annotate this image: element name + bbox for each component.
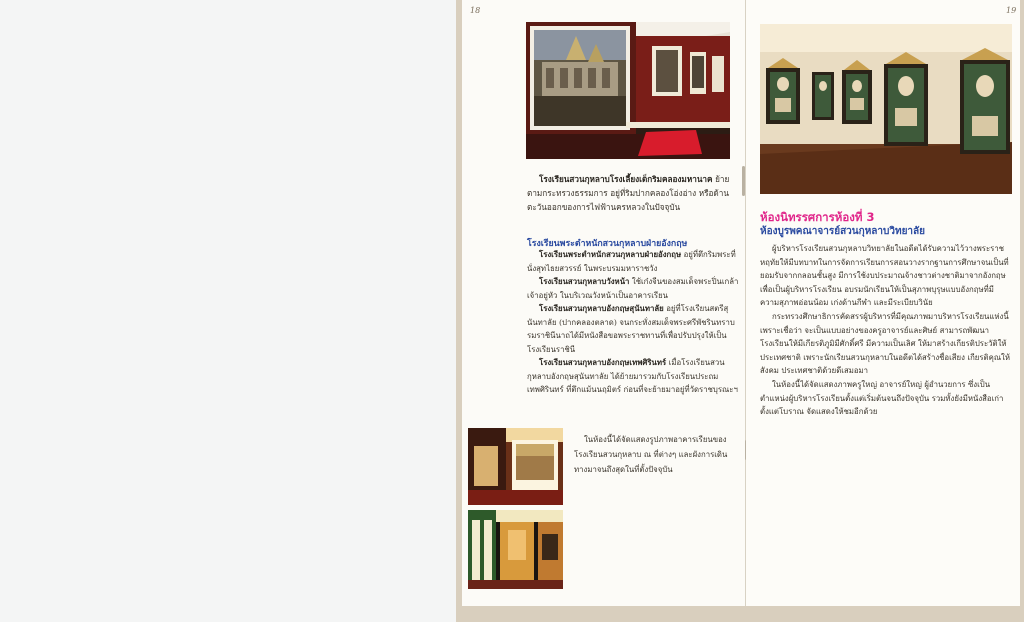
room-subtitle: ห้องบูรพคณาจารย์สวนกุหลาบวิทยาลัย <box>760 226 926 237</box>
paragraph: ในห้องนี้ได้จัดแสดงภาพครูใหญ่ อาจารย์ใหญ่ ผู้อำนวยการ ซึ่งเป็นตำแหน่งผู้บริหารโรงเรียนตั้งแต่เริ่มต้นจนถึงปัจจุบัน รวมทั้งยังมีหนังสือเก่าตั้งแต่โบราณ จัดแสดงให้ชมอีกด้วย <box>760 379 1004 417</box>
blank-left-page <box>0 0 458 622</box>
photo-hallway <box>468 510 563 589</box>
paragraph <box>527 275 739 302</box>
page-number-right: 19 <box>1006 6 1017 15</box>
photo-exhibition-wall <box>468 428 563 505</box>
paragraph-bold: โรงเรียนสวนกุหลาบอังกฤษสุนันทาลัย <box>539 304 664 313</box>
paragraph: ผู้บริหารโรงเรียนสวนกุหลาบวิทยาลัยในอดีตได้รับความไว้วางพระราชหฤทัยให้มีบทบาทในการจัดการเรียนการสอนวางรากฐานการศึกษาจนเป็นที่ยอมรับจากกลอนชั้นสูง มีการใช้งบประมาณจ้างชาวต่างชาติมาจากอังกฤษ เพื่อเป็นผู้บริหารโรงเรียน อบรมนักเรียนให้เป็นสุภาพบุรุษแบบอังกฤษที่มีความสุภาพอ่อนน้อม เก่งด้านกีฬา และมีระเบียบวินัย <box>760 244 1009 308</box>
room-title: ห้องนิทรรศการห้องที่ 3 <box>760 210 875 224</box>
paragraph <box>527 302 739 356</box>
paragraph-text: ใช้เก๋งจีนของสมเด็จพระปิ่นเกล้าเจ้าอยู่หัว ในบริเวณวังหน้าเป็นอาคารเรียน <box>527 277 739 300</box>
caption-bottom: ในห้องนี้ได้จัดแสดงรูปภาพอาคารเรียนของโรงเรียนสวนกุหลาบ ณ ที่ต่างๆ และผังการเดินทางมาจนถึงสุดในที่ตั้งปัจจุบัน <box>574 435 728 474</box>
paragraph-text: เมื่อโรงเรียนสวนกุหลาบอังกฤษสุนันทาลัย ได้ย้ายมารวมกับโรงเรียนประถมเทพศิรินทร์ ที่ตึกแม้นนฤมิตร์ ก่อนที่จะย้ายมาอยู่ที่วัดราชบุรณะฯ <box>527 358 738 394</box>
right-body-text <box>760 242 1012 419</box>
page-number-left: 18 <box>470 6 481 15</box>
photo-gallery-corridor <box>526 22 730 159</box>
paragraph <box>527 248 739 275</box>
paragraph-bold: โรงเรียนสวนกุหลาบอังกฤษเทพศิรินทร์ <box>539 358 667 367</box>
paragraph-bold: โรงเรียนพระตำหนักสวนกุหลาบฝ่ายอังกฤษ <box>539 250 682 259</box>
caption-top <box>527 172 739 214</box>
paragraph <box>527 356 739 397</box>
caption-top-text: ย้ายตามกระทรวงธรรมการ อยู่ที่ริมปากคลองโอ่งอ่าง หรือด้านตะวันออกของการไฟฟ้านครหลวงในปัจจุบัน <box>527 174 730 212</box>
left-body-text <box>527 248 739 397</box>
spine-mark <box>742 166 745 196</box>
paragraph-text: อยู่ที่ตึกริมพระที่นั่งสุทไธยสวรรย์ ในพระบรมมหาราชวัง <box>527 250 736 273</box>
paragraph-text: อยู่ที่โรงเรียนสตรีสุนันทาลัย (ปากคลองตลาด) จนกระทั่งสมเด็จพระศรีพัชรินทราบรมราชินีนาถได้มีหนังสือขอพระราชทานที่เพื่อปรับปรุงให้เป็นโรงเรียนราชินี <box>527 304 735 354</box>
caption-top-bold: โรงเรียนสวนกุหลาบโรงเลี้ยงเด็กริมคลองมหานาค <box>539 174 713 184</box>
paragraph-bold: โรงเรียนสวนกุหลาบวังหน้า <box>539 277 630 286</box>
paragraph: กระทรวงศึกษาธิการคัดสรรผู้บริหารที่มีคุณภาพมาบริหารโรงเรียนแห่งนี้ เพราะเชื่อว่า จะเป็นแบบอย่างของครูอาจารย์และศิษย์ สามารถพัฒนาโรงเรียนให้มีเกียรติภูมิมีศักดิ์ศรี มีความเป็นเลิศ ให้มาสร้างเกียรติประวัติให้ประเทศชาติ เพราะนักเรียนสวนกุหลาบในอดีตได้สร้างชื่อเสียง เกียรติคุณให้สังคม ประเทศชาติด้วยดีเสมอมา <box>760 311 1010 376</box>
photo-portrait-gallery <box>760 24 1012 194</box>
section-title: โรงเรียนพระตำหนักสวนกุหลาบฝ่ายอังกฤษ <box>527 239 688 249</box>
